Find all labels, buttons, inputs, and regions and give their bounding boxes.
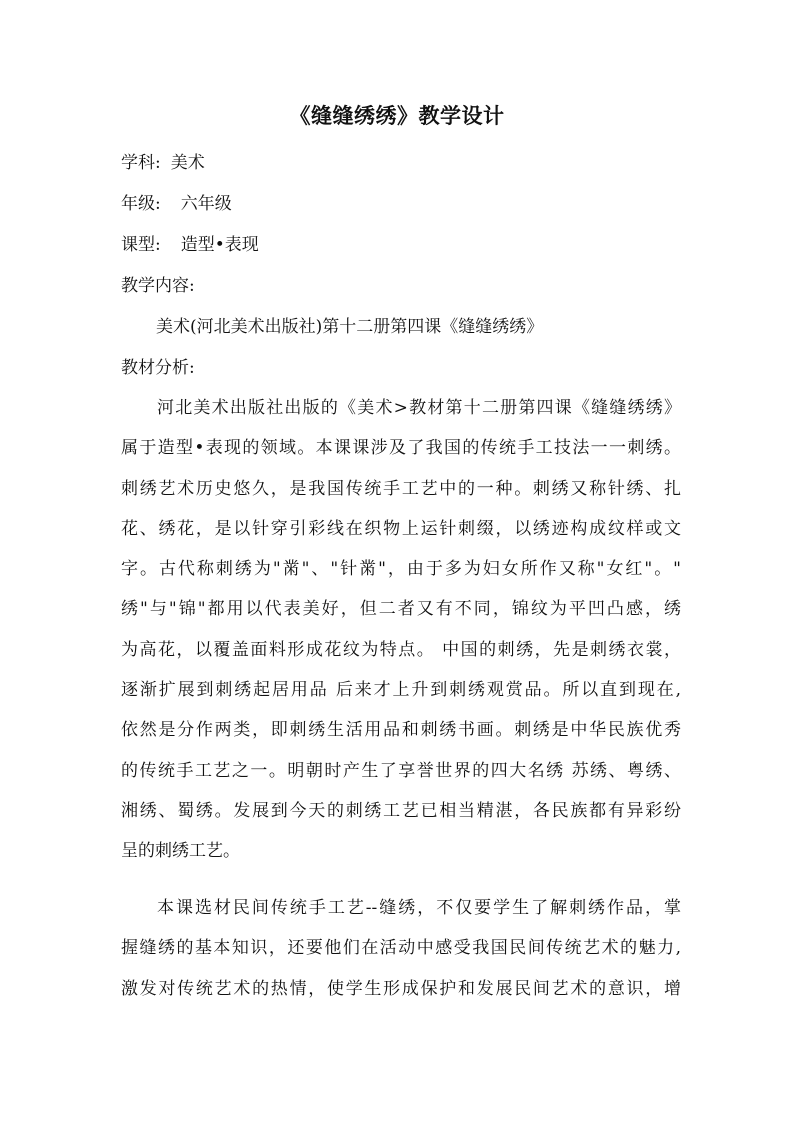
paragraph-line: 花、绣花，是以针穿引彩线在织物上运针刺缀，以绣迹构成纹样或文 xyxy=(121,518,681,539)
subject-value: 美术 xyxy=(170,153,205,173)
type-label: 课型: xyxy=(121,235,161,255)
paragraph-line: 的传统手工艺之一。明朝时产生了享誉世界的四大名绣 苏绣、粤绣、 xyxy=(121,760,681,781)
subject-label: 学科: xyxy=(121,153,161,173)
analysis-paragraph-1 xyxy=(121,388,681,872)
grade-label: 年级: xyxy=(121,194,161,214)
content-text: 美术(河北美术出版社)第十二册第四课《缝缝绣绣》 xyxy=(156,317,544,337)
content-heading: 教学内容: xyxy=(121,276,195,296)
grade-value: 六年级 xyxy=(180,194,232,214)
paragraph-line: 字。古代称刺绣为"黹"、"针黹"，由于多为妇女所作又称"女红"。" xyxy=(121,559,681,580)
paragraph-line: 河北美术出版社出版的《美术>教材第十二册第四课《缝缝绣绣》 xyxy=(157,398,681,418)
paragraph-line: 本课选材民间传统手工艺--缝绣，不仅要学生了解刺绣作品，掌 xyxy=(157,898,681,918)
subject-row xyxy=(121,148,205,173)
paragraph-line: 依然是分作两类，即刺绣生活用品和刺绣书画。刺绣是中华民族优秀 xyxy=(121,720,681,741)
document-title: 《缝缝绣绣》教学设计 xyxy=(289,103,505,128)
paragraph-line: 逐渐扩展到刺绣起居用品 后来才上升到刺绣观赏品。所以直到现在, xyxy=(121,680,681,701)
paragraph-line: 绣"与"锦"都用以代表美好，但二者又有不同，锦纹为平凹凸感，绣 xyxy=(121,599,681,620)
analysis-heading: 教材分析: xyxy=(121,358,195,378)
analysis-paragraph-2 xyxy=(121,888,681,1009)
paragraph-line: 为高花，以覆盖面料形成花纹为特点。 中国的刺绣，先是刺绣衣裳， xyxy=(121,639,681,660)
type-row xyxy=(121,230,259,255)
paragraph-line: 握缝绣的基本知识，还要他们在活动中感受我国民间传统艺术的魅力, xyxy=(121,938,681,959)
paragraph-line: 湘绣、蜀绣。发展到今天的刺绣工艺已相当精湛，各民族都有异彩纷 xyxy=(121,800,681,821)
paragraph-line: 呈的刺绣工艺。 xyxy=(121,841,240,862)
grade-row xyxy=(121,189,232,214)
paragraph-line: 激发对传统艺术的热情，使学生形成保护和发展民间艺术的意识，增 xyxy=(121,978,681,999)
paragraph-line: 属于造型•表现的领域。本课课涉及了我国的传统手工技法一一刺绣。 xyxy=(121,438,681,459)
paragraph-line: 刺绣艺术历史悠久，是我国传统手工艺中的一种。刺绣又称针绣、扎 xyxy=(121,478,681,499)
type-value: 造型•表现 xyxy=(180,235,259,255)
